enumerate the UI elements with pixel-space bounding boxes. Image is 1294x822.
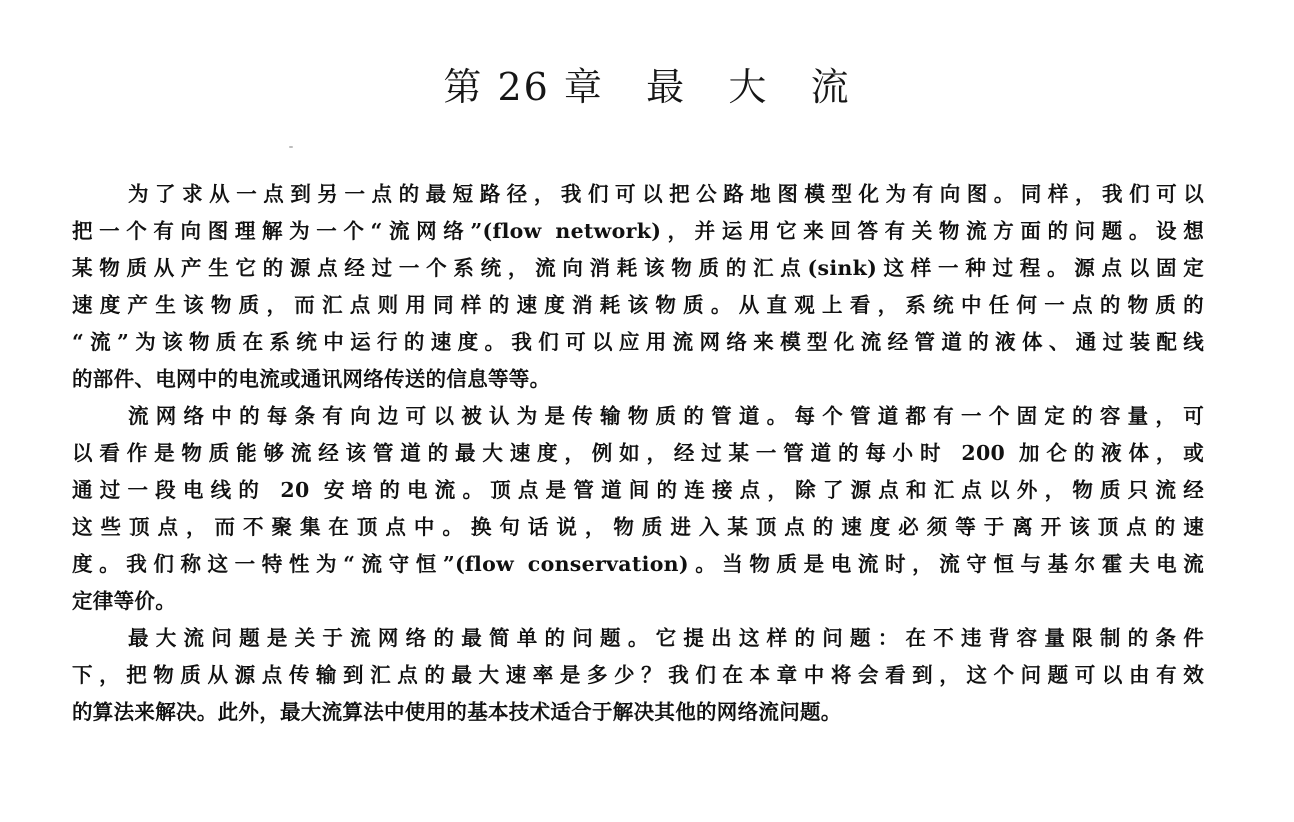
paragraph-pipes [72, 398, 1204, 620]
text-line: 定律等价。 [72, 589, 176, 613]
body-text [72, 176, 1204, 731]
text-line: 度。我们称这一特性为“流守恒”(flow conservation)。当物质是电流时，流守恒与基尔霍夫电流 [72, 552, 1204, 576]
text-line: 通过一段电线的 20 安培的电流。顶点是管道间的连接点，除了源点和汇点以外，物质只流经 [72, 478, 1204, 502]
text-line: 速度产生该物质，而汇点则用同样的速度消耗该物质。从直观上看，系统中任何一点的物质的 [72, 293, 1204, 317]
paragraph-max-flow [72, 620, 1204, 731]
text-line: 为了求从一点到另一点的最短路径，我们可以把公路地图模型化为有向图。同样，我们可以 [128, 182, 1204, 206]
text-line: 这些顶点，而不聚集在顶点中。换句话说，物质进入某顶点的速度必须等于离开该顶点的速 [72, 515, 1204, 539]
text-line: 下，把物质从源点传输到汇点的最大速率是多少？我们在本章中将会看到，这个问题可以由有效 [72, 663, 1204, 687]
text-line: 流网络中的每条有向边可以被认为是传输物质的管道。每个管道都有一个固定的容量，可 [128, 404, 1204, 428]
text-line: 把一个有向图理解为一个“流网络”(flow network)，并运用它来回答有关物流方面的问题。设想 [72, 219, 1204, 243]
chapter-title: 第 26 章 最 大 流 [443, 65, 851, 109]
scan-speck [289, 146, 293, 148]
text-line: 的部件、电网中的电流或通讯网络传送的信息等等。 [72, 367, 551, 391]
paragraph-intro [72, 176, 1204, 398]
text-line: 最大流问题是关于流网络的最简单的问题。它提出这样的问题：在不违背容量限制的条件 [128, 626, 1204, 650]
text-line: “流”为该物质在系统中运行的速度。我们可以应用流网络来模型化流经管道的液体、通过装配线 [72, 330, 1204, 354]
text-line: 以看作是物质能够流经该管道的最大速度，例如，经过某一管道的每小时 200 加仑的液体，或 [72, 441, 1204, 465]
text-line: 某物质从产生它的源点经过一个系统，流向消耗该物质的汇点(sink)这样一种过程。源点以固定 [72, 256, 1204, 280]
text-line: 的算法来解决。此外，最大流算法中使用的基本技术适合于解决其他的网络流问题。 [72, 700, 842, 724]
